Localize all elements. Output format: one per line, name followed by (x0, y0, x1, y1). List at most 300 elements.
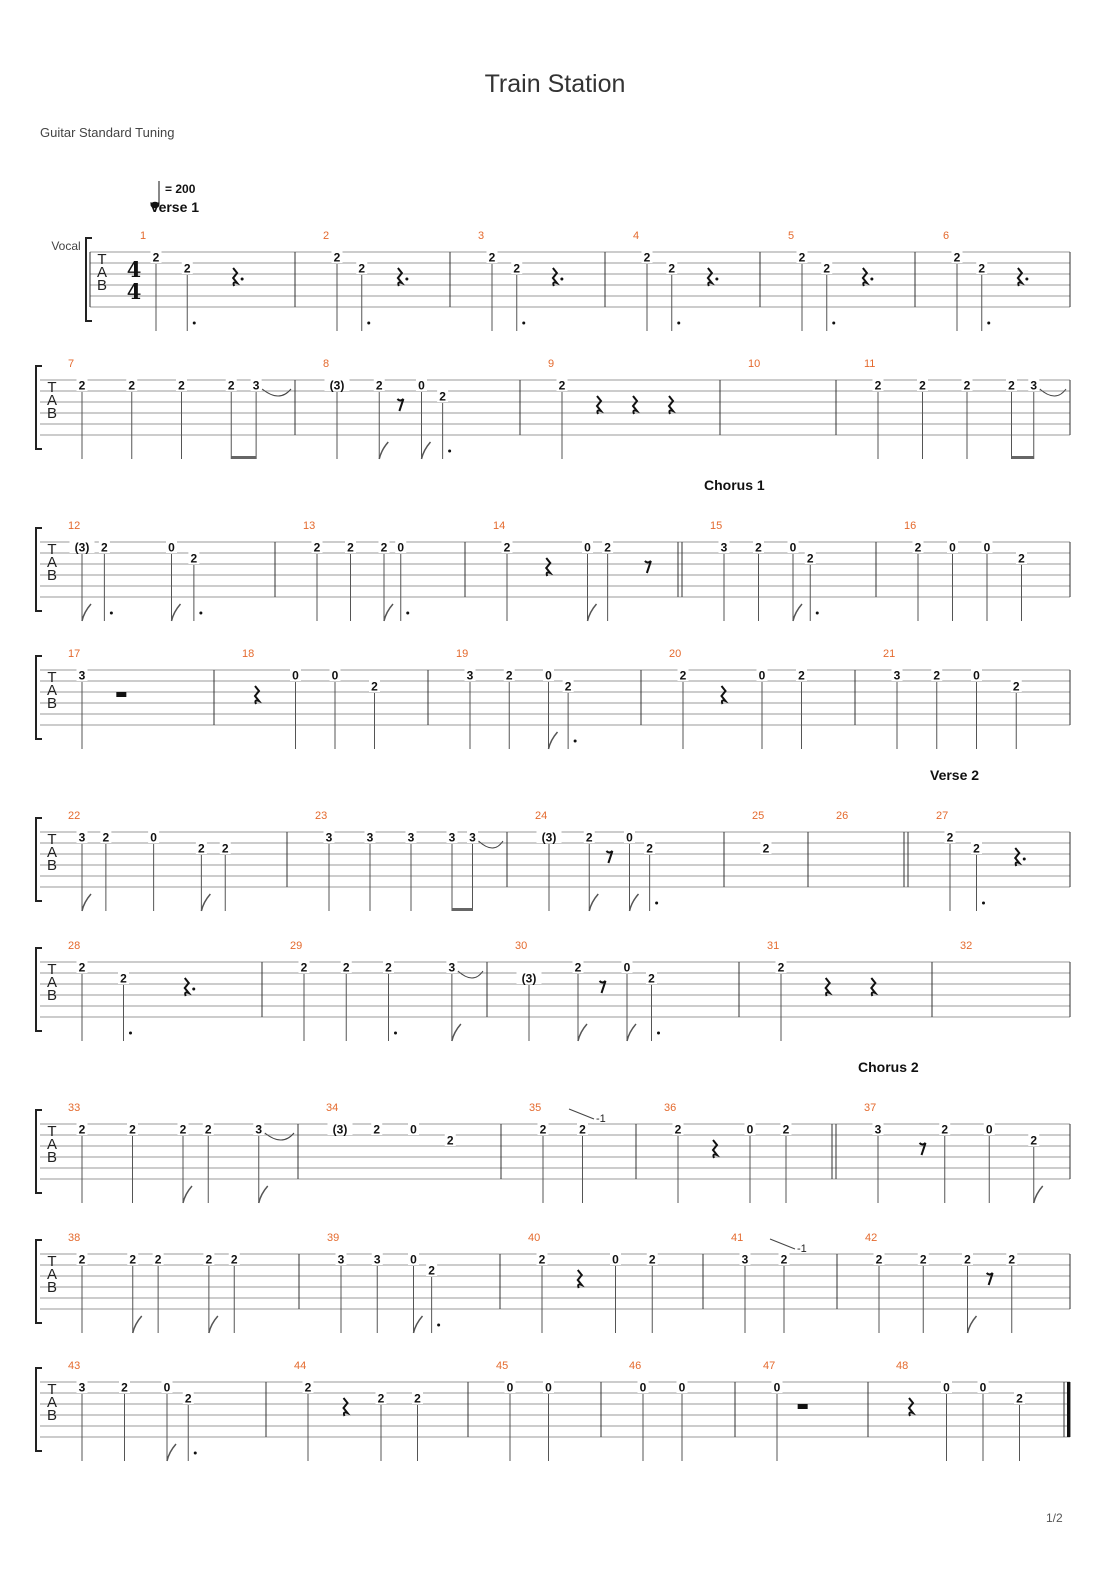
tab-clef-letter: A (46, 392, 58, 409)
fret-number: 2 (648, 1252, 656, 1267)
fret-number: 2 (377, 1391, 385, 1406)
fret-number: 2 (574, 960, 582, 975)
eighth-flag (82, 604, 91, 621)
measure-number: 11 (864, 358, 876, 370)
section-label: Chorus 2 (858, 1059, 919, 1075)
measure-number: 19 (456, 648, 469, 660)
fret-number: 3 (366, 830, 374, 845)
fret-number: 2 (446, 1133, 454, 1148)
eighth-flag (259, 1186, 268, 1203)
tie (262, 389, 291, 396)
measure-number: 27 (936, 810, 949, 822)
rest (645, 561, 651, 573)
measure-number: 26 (836, 810, 849, 822)
section-label: Verse 2 (930, 767, 980, 783)
tab-clef-letter: A (96, 264, 108, 281)
fret-number: 2 (205, 1252, 213, 1267)
fret-number: 2 (333, 250, 341, 265)
fret-number: (3) (74, 540, 90, 555)
fret-number: 2 (428, 1263, 435, 1278)
tie (458, 971, 483, 978)
fret-number: 2 (648, 971, 655, 986)
dot (448, 450, 451, 453)
dot (987, 322, 990, 325)
rest-dot (192, 988, 195, 991)
measure-number: 18 (242, 648, 255, 660)
measure-number: 43 (68, 1360, 81, 1372)
eighth-flag (201, 894, 210, 911)
fret-number: 2 (385, 960, 392, 975)
fret-number: 0 (789, 540, 797, 555)
measure-number: 7 (68, 358, 75, 370)
fret-number: 0 (506, 1380, 514, 1395)
measure-number: 6 (943, 230, 950, 242)
fret-number: (3) (521, 971, 537, 986)
fret-number: 2 (953, 250, 961, 265)
fret-number: 2 (375, 378, 383, 393)
fret-number: 0 (163, 1380, 171, 1395)
measure-number: 20 (669, 648, 682, 660)
measure-number: 17 (68, 648, 81, 660)
fret-number: 0 (626, 830, 633, 845)
fret-number: 2 (823, 261, 831, 276)
tab-clef-letter: A (46, 1266, 58, 1283)
rest (116, 692, 126, 697)
eighth-flag (422, 442, 431, 459)
tab-clef-letter: B (46, 695, 58, 712)
eighth-flag (968, 1316, 977, 1333)
tie (479, 841, 504, 848)
measure-number: 25 (752, 810, 765, 822)
fret-number: 2 (152, 250, 160, 265)
fret-number: 2 (121, 1380, 128, 1395)
eighth-flag (384, 604, 393, 621)
system-bracket-4 (36, 818, 42, 901)
rest (669, 396, 673, 414)
fret-number: 2 (946, 830, 954, 845)
system-bracket-1 (36, 366, 42, 449)
measure-number: 35 (529, 1102, 542, 1114)
system-bracket-7 (36, 1240, 42, 1323)
measure-number: 16 (904, 520, 917, 532)
measure-number: 40 (528, 1232, 541, 1244)
tab-clef-letter: T (47, 669, 57, 686)
dot (832, 322, 835, 325)
fret-number: 0 (410, 1252, 417, 1267)
measure-number: 32 (960, 940, 973, 952)
fret-number: 0 (584, 540, 591, 555)
fret-number: 2 (806, 551, 814, 566)
tab-clef-letter: B (96, 277, 108, 294)
fret-number: 3 (720, 540, 728, 555)
fret-number: 2 (782, 1122, 790, 1137)
dot (677, 322, 680, 325)
dot (816, 612, 819, 615)
tab-clef-letter: T (47, 1381, 57, 1398)
measure-number: 47 (763, 1360, 776, 1372)
fret-number: 0 (983, 540, 991, 555)
fret-number: 2 (513, 261, 521, 276)
dot (522, 322, 525, 325)
fret-number: 2 (585, 830, 593, 845)
time-sig-top: 4 (126, 257, 142, 282)
tab-clef-letter: A (46, 1136, 58, 1153)
fret-number: 0 (746, 1122, 754, 1137)
rest (920, 1143, 926, 1155)
dot (129, 1032, 132, 1035)
fret-number: 2 (914, 540, 922, 555)
page-number: 1/2 (1046, 1511, 1063, 1525)
fret-number: 2 (371, 679, 378, 694)
rest (633, 396, 637, 414)
fret-number: 0 (545, 1380, 552, 1395)
measure-number: 38 (68, 1232, 81, 1244)
fret-number: 2 (668, 261, 676, 276)
dot (657, 1032, 660, 1035)
fret-number: 2 (539, 1122, 547, 1137)
fret-number: 0 (623, 960, 631, 975)
tab-clef-letter: B (46, 987, 58, 1004)
fret-number: 0 (292, 668, 299, 683)
fret-number: 0 (758, 668, 766, 683)
system-bracket-5 (36, 948, 42, 1031)
tab-clef-letter: A (46, 844, 58, 861)
measure-number: 36 (664, 1102, 677, 1114)
tab-clef-letter: A (46, 1394, 58, 1411)
eighth-flag (82, 894, 91, 911)
fret-number: 3 (78, 668, 86, 683)
measure-number: 45 (496, 1360, 509, 1372)
eighth-flag (578, 1024, 587, 1041)
measure-number: 24 (535, 810, 548, 822)
fret-number: 2 (1012, 679, 1020, 694)
tempo-mark: = 200 (165, 182, 196, 196)
dot (574, 740, 577, 743)
bend-line (770, 1239, 795, 1249)
fret-number: 2 (875, 1252, 883, 1267)
fret-number: 2 (358, 261, 366, 276)
measure-number: 8 (323, 358, 330, 370)
bend-value: -1 (797, 1243, 807, 1255)
system-bracket-0 (86, 238, 92, 321)
measure-number: 44 (294, 1360, 307, 1372)
tab-clef-letter: A (46, 554, 58, 571)
eighth-flag (793, 604, 802, 621)
rest (909, 1398, 913, 1416)
fret-number: 3 (448, 830, 456, 845)
rest (1015, 848, 1019, 866)
fret-number: 2 (227, 378, 235, 393)
section-label: Chorus 1 (704, 477, 765, 493)
dot (199, 612, 202, 615)
fret-number: 2 (1030, 1133, 1038, 1148)
fret-number: 3 (373, 1252, 381, 1267)
fret-number: 2 (503, 540, 511, 555)
eighth-flag (452, 1024, 461, 1041)
rest (871, 978, 875, 996)
rest (397, 399, 403, 411)
fret-number: 2 (78, 1122, 86, 1137)
measure-number: 23 (315, 810, 328, 822)
rest-dot (1023, 858, 1026, 861)
fret-number: 0 (418, 378, 425, 393)
time-sig-bottom: 4 (126, 279, 142, 304)
measure-number: 9 (548, 358, 555, 370)
fret-number: 2 (120, 971, 127, 986)
rest (798, 1404, 808, 1409)
fret-number: 0 (168, 540, 175, 555)
rest (708, 268, 712, 286)
fret-number: 2 (798, 668, 805, 683)
fret-number: 0 (410, 1122, 417, 1137)
dot (655, 902, 658, 905)
dot (194, 1452, 197, 1455)
measure-number: 5 (788, 230, 795, 242)
fret-number: 0 (979, 1380, 987, 1395)
tab-clef-letter: T (97, 251, 107, 268)
fret-number: 2 (646, 841, 653, 856)
bend-value: -1 (596, 1113, 606, 1125)
fret-number: 0 (985, 1122, 993, 1137)
eighth-flag (183, 1186, 192, 1203)
measure-number: 22 (68, 810, 81, 822)
rest (233, 268, 237, 286)
tab-clef-letter: B (46, 1149, 58, 1166)
rest (826, 978, 830, 996)
system-bracket-2 (36, 528, 42, 611)
fret-number: 3 (78, 830, 86, 845)
fret-number: 2 (941, 1122, 949, 1137)
fret-number: 2 (505, 668, 513, 683)
fret-number: 2 (204, 1122, 212, 1137)
rest (863, 268, 867, 286)
fret-number: 3 (337, 1252, 345, 1267)
system-bracket-3 (36, 656, 42, 739)
fret-number: 2 (380, 540, 388, 555)
rest (255, 686, 259, 704)
fret-number: (3) (332, 1122, 348, 1137)
eighth-flag (167, 1444, 176, 1461)
section-label: Verse 1 (150, 199, 200, 215)
eighth-flag (379, 442, 388, 459)
fret-number: 2 (973, 841, 980, 856)
tab-clef-letter: B (46, 405, 58, 422)
measure-number: 15 (710, 520, 723, 532)
fret-number: 0 (949, 540, 956, 555)
fret-number: 2 (373, 1122, 381, 1137)
fret-number: 2 (347, 540, 354, 555)
fret-number: 2 (933, 668, 941, 683)
fret-number: 3 (1030, 378, 1038, 393)
fret-number: 2 (488, 250, 496, 265)
measure-number: 28 (68, 940, 81, 952)
eighth-flag (172, 604, 181, 621)
rest (546, 558, 550, 576)
tie (265, 1133, 294, 1140)
fret-number: 0 (943, 1380, 950, 1395)
rest-dot (870, 278, 873, 281)
measure-number: 31 (767, 940, 780, 952)
dot (982, 902, 985, 905)
rest (597, 396, 601, 414)
eighth-flag (589, 894, 598, 911)
fret-number: 3 (255, 1122, 263, 1137)
fret-number: 3 (252, 378, 260, 393)
rest-dot (1025, 278, 1028, 281)
fret-number: 2 (439, 389, 446, 404)
fret-number: 2 (1008, 1252, 1016, 1267)
tuning-label: Guitar Standard Tuning (40, 125, 175, 140)
measure-number: 12 (68, 520, 81, 532)
rest (398, 268, 402, 286)
tab-clef-letter: B (46, 567, 58, 584)
fret-number: 2 (414, 1391, 421, 1406)
measure-number: 4 (633, 230, 640, 242)
fret-number: 0 (773, 1380, 781, 1395)
measure-number: 37 (864, 1102, 877, 1114)
rest (713, 1140, 717, 1158)
fret-number: 0 (397, 540, 405, 555)
fret-number: 2 (762, 841, 770, 856)
fret-number: 2 (919, 1252, 927, 1267)
fret-number: 2 (230, 1252, 238, 1267)
fret-number: 2 (679, 668, 687, 683)
fret-number: 2 (874, 378, 882, 393)
fret-number: 2 (304, 1380, 312, 1395)
fret-number: 3 (466, 668, 474, 683)
eighth-flag (133, 1316, 142, 1333)
measure-number: 14 (493, 520, 506, 532)
rest (722, 686, 726, 704)
rest-dot (715, 278, 718, 281)
tab-clef-letter: B (46, 1407, 58, 1424)
rest (987, 1273, 993, 1285)
rest (606, 851, 612, 863)
fret-number: 0 (545, 668, 552, 683)
final-barline-thick (1067, 1382, 1070, 1437)
measure-number: 13 (303, 520, 316, 532)
fret-number: 2 (919, 378, 926, 393)
fret-number: 0 (973, 668, 980, 683)
fret-number: 2 (179, 1122, 187, 1137)
fret-number: 2 (178, 378, 185, 393)
fret-number: 2 (538, 1252, 546, 1267)
tab-clef-letter: T (47, 1123, 57, 1140)
beam (452, 908, 473, 911)
measure-number: 29 (290, 940, 303, 952)
measure-number: 34 (326, 1102, 339, 1114)
fret-number: 2 (129, 1252, 137, 1267)
rest-dot (560, 278, 563, 281)
dot (110, 612, 113, 615)
fret-number: (3) (541, 830, 557, 845)
fret-number: 2 (978, 261, 986, 276)
fret-number: 2 (755, 540, 762, 555)
fret-number: 3 (893, 668, 901, 683)
fret-number: 3 (325, 830, 333, 845)
measure-number: 39 (327, 1232, 340, 1244)
fret-number: 0 (331, 668, 339, 683)
fret-number: 0 (639, 1380, 647, 1395)
fret-number: 2 (1008, 378, 1015, 393)
measure-number: 42 (865, 1232, 878, 1244)
measure-number: 2 (323, 230, 330, 242)
fret-number: 3 (874, 1122, 882, 1137)
fret-number: 2 (78, 1252, 86, 1267)
rest (600, 981, 606, 993)
measure-number: 46 (629, 1360, 642, 1372)
fret-number: 2 (78, 960, 86, 975)
fret-number: 2 (963, 378, 971, 393)
fret-number: 0 (612, 1252, 619, 1267)
fret-number: 2 (102, 830, 110, 845)
dot (437, 1324, 440, 1327)
measure-number: 10 (748, 358, 761, 370)
tab-clef-letter: T (47, 961, 57, 978)
beam (1012, 456, 1034, 459)
fret-number: 2 (184, 1391, 192, 1406)
fret-number: 2 (780, 1252, 788, 1267)
fret-number: 2 (183, 261, 191, 276)
fret-number: 2 (128, 378, 136, 393)
fret-number: 2 (1018, 551, 1025, 566)
measure-number: 30 (515, 940, 528, 952)
tab-clef-letter: T (47, 1253, 57, 1270)
measure-number: 1 (140, 230, 147, 242)
tab-clef-letter: T (47, 541, 57, 558)
tab-clef-letter: B (46, 857, 58, 874)
dot (406, 612, 409, 615)
rest (1018, 268, 1022, 286)
rest-dot (241, 278, 244, 281)
tab-clef-letter: T (47, 379, 57, 396)
fret-number: 2 (198, 841, 205, 856)
fret-number: 2 (78, 378, 86, 393)
rest (578, 1270, 582, 1288)
dot (367, 322, 370, 325)
fret-number: 3 (741, 1252, 749, 1267)
fret-number: 2 (604, 540, 611, 555)
rest-dot (405, 278, 408, 281)
fret-number: 2 (564, 679, 572, 694)
instrument-label: Vocal (51, 239, 81, 253)
fret-number: 2 (643, 250, 651, 265)
rest (553, 268, 557, 286)
fret-number: 3 (78, 1380, 86, 1395)
song-title: Train Station (484, 70, 626, 98)
tie (1040, 389, 1066, 396)
fret-number: 2 (558, 378, 566, 393)
rest (344, 1398, 348, 1416)
system-bracket-8 (36, 1368, 42, 1451)
tab-clef-letter: B (46, 1279, 58, 1296)
fret-number: 2 (300, 960, 308, 975)
eighth-flag (1034, 1186, 1043, 1203)
fret-number: 2 (342, 960, 350, 975)
dot (193, 322, 196, 325)
measure-number: 21 (883, 648, 896, 660)
rest (185, 978, 189, 996)
fret-number: 2 (777, 960, 785, 975)
beam (231, 456, 256, 459)
tab-clef-letter: A (46, 974, 58, 991)
eighth-flag (630, 894, 639, 911)
measure-number: 33 (68, 1102, 81, 1114)
eighth-flag (588, 604, 597, 621)
fret-number: 2 (313, 540, 321, 555)
fret-number: 2 (154, 1252, 162, 1267)
fret-number: 2 (798, 250, 806, 265)
